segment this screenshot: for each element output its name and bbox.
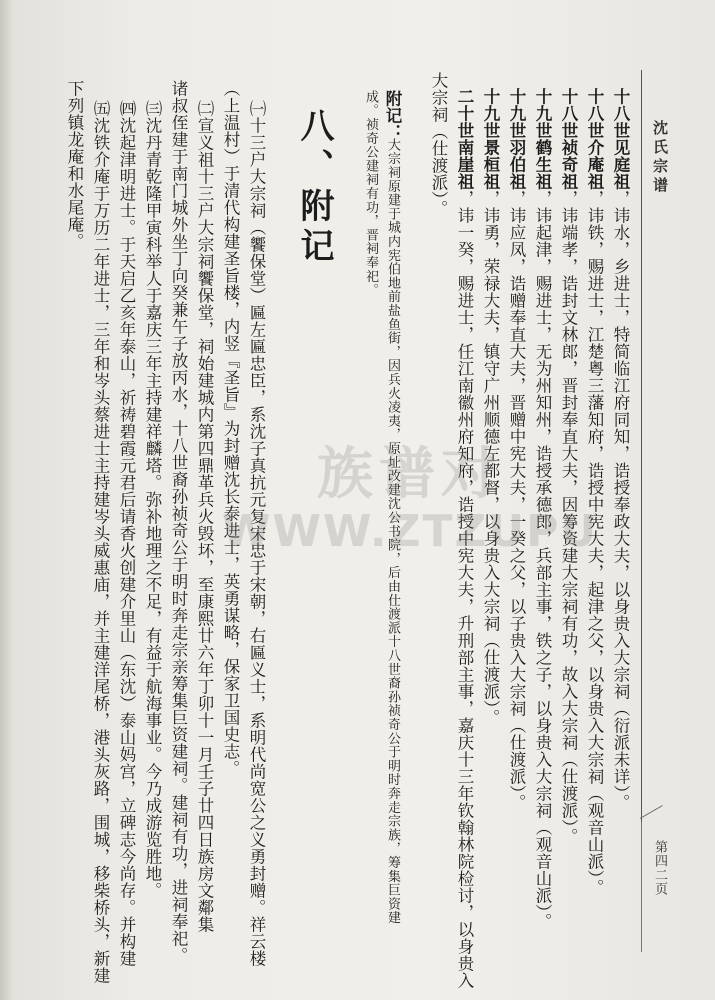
page-number: 第四二页 [652,840,667,896]
book-title: 沈氏宗谱 [651,120,669,196]
book-spine [0,0,14,1000]
entry-line: 十九世景桓祖，讳勇，荣禄大夫，镇守广州顺德左都督，以身贵入大宗祠（仕渡派）。 [481,88,500,726]
item-line: ㈢沈丹青乾隆甲寅科举人于嘉庆三年主持建祥麟塔。弥补地理之不足，有益于航海事业。今乃成游览胜地。 [143,100,162,899]
header-rule-bend [640,805,663,819]
watermark [150,430,670,557]
item-line: 下列镇龙庵和水尾庵。 [65,80,84,250]
entry-line: 十八世见庭祖，讳水，乡进士，特简临江府同知，诰授奉政大夫，以身贵入大宗祠（衍派未详）。 [611,88,630,811]
item-line: 诸叔侄建于南门城外坐丁向癸兼午子放丙水，十八世裔孙祯奇公于明时奔走宗亲筹集巨资建祠。建祠有功，进祠奉祀。 [169,80,188,964]
entry-line: 十九世羽伯祖，讳应凤，诰赠奉直大夫，晋赠中宪大夫，一癸之父，以子贵入大宗祠（仕渡派）。 [507,88,526,811]
entry-line: 十八世介庵祖，讳铁，赐进士，江楚粤三藩知府，诰授中宪大夫，起津之父，以身贵入大宗祠（观音山派）。 [585,88,604,896]
entry-line: 二十世南崖祖，讳一癸，赐进士，任江南徽州府知府，诰授中宪大夫，升刑部主事，嘉庆十三年钦翰林院检讨，以身贵入 [455,88,474,989]
header-rule-lower [641,822,642,952]
section-heading: 八、附记 [294,108,334,268]
item-line: ㈣沈起津明进士。于天启乙亥年泰山，祈祷碧霞元君后请香火创建介里山（东沈）泰山妈宫，立碑志今尚存。并构建 [117,100,136,967]
note-line: 大宗祠原建于城内宪伯地前盐鱼街，因兵火凌夷，原址改建沈公书院，后由仕渡派十八世裔孙祯奇公于明时奔走宗族，筹集巨资建 [385,138,400,925]
watermark-cn: 族谱对 [317,442,503,507]
note-label: 附记： [383,90,402,141]
item-line: ㈡宣义祖十三户大宗祠饗保堂，祠始建城内第四鼎革兵火毁坏，至康熙廿六年丁卯十一月壬子廿四日族房文鄰集 [195,100,214,933]
item-line: ㈤沈铁介庵于万历二年进士，三年和岑头蔡进士主持建岑头威惠庙，并主建洋尾桥，港头灰路，围城，移柴桥头，新建 [91,100,110,984]
item-line: ㈠十三户大宗祠（饗保堂）匾左匾忠臣，系沈子真抗元复宋忠于宋朝，右匾义士，系明代尚宽公之义勇封赠。祥云楼 [247,100,266,967]
entry-line: 十八世祯奇祖，讳端孝，诰封文林郎，晋封奉直大夫，因筹资建大宗祠有功，故入大宗祠（仕渡派）。 [559,88,578,845]
entry-line: 十九世鹤生祖，讳起津，赐进士，无为州知州，诰授承德郎，兵部主事，铁之子，以身贵入大宗祠（观音山派）。 [533,88,552,930]
entry-line: 大宗祠（仕渡派）。 [429,72,448,217]
item-line: （上温村）于清代构建圣旨楼，内竖『圣旨』为封赠沈长泰进士，英勇谋略，保家卫国史志。 [221,80,240,777]
watermark-en: WWW.ZTZUPU [221,506,599,557]
note-line: 成。祯奇公建祠有功，晋祠奉祀。 [363,90,378,297]
